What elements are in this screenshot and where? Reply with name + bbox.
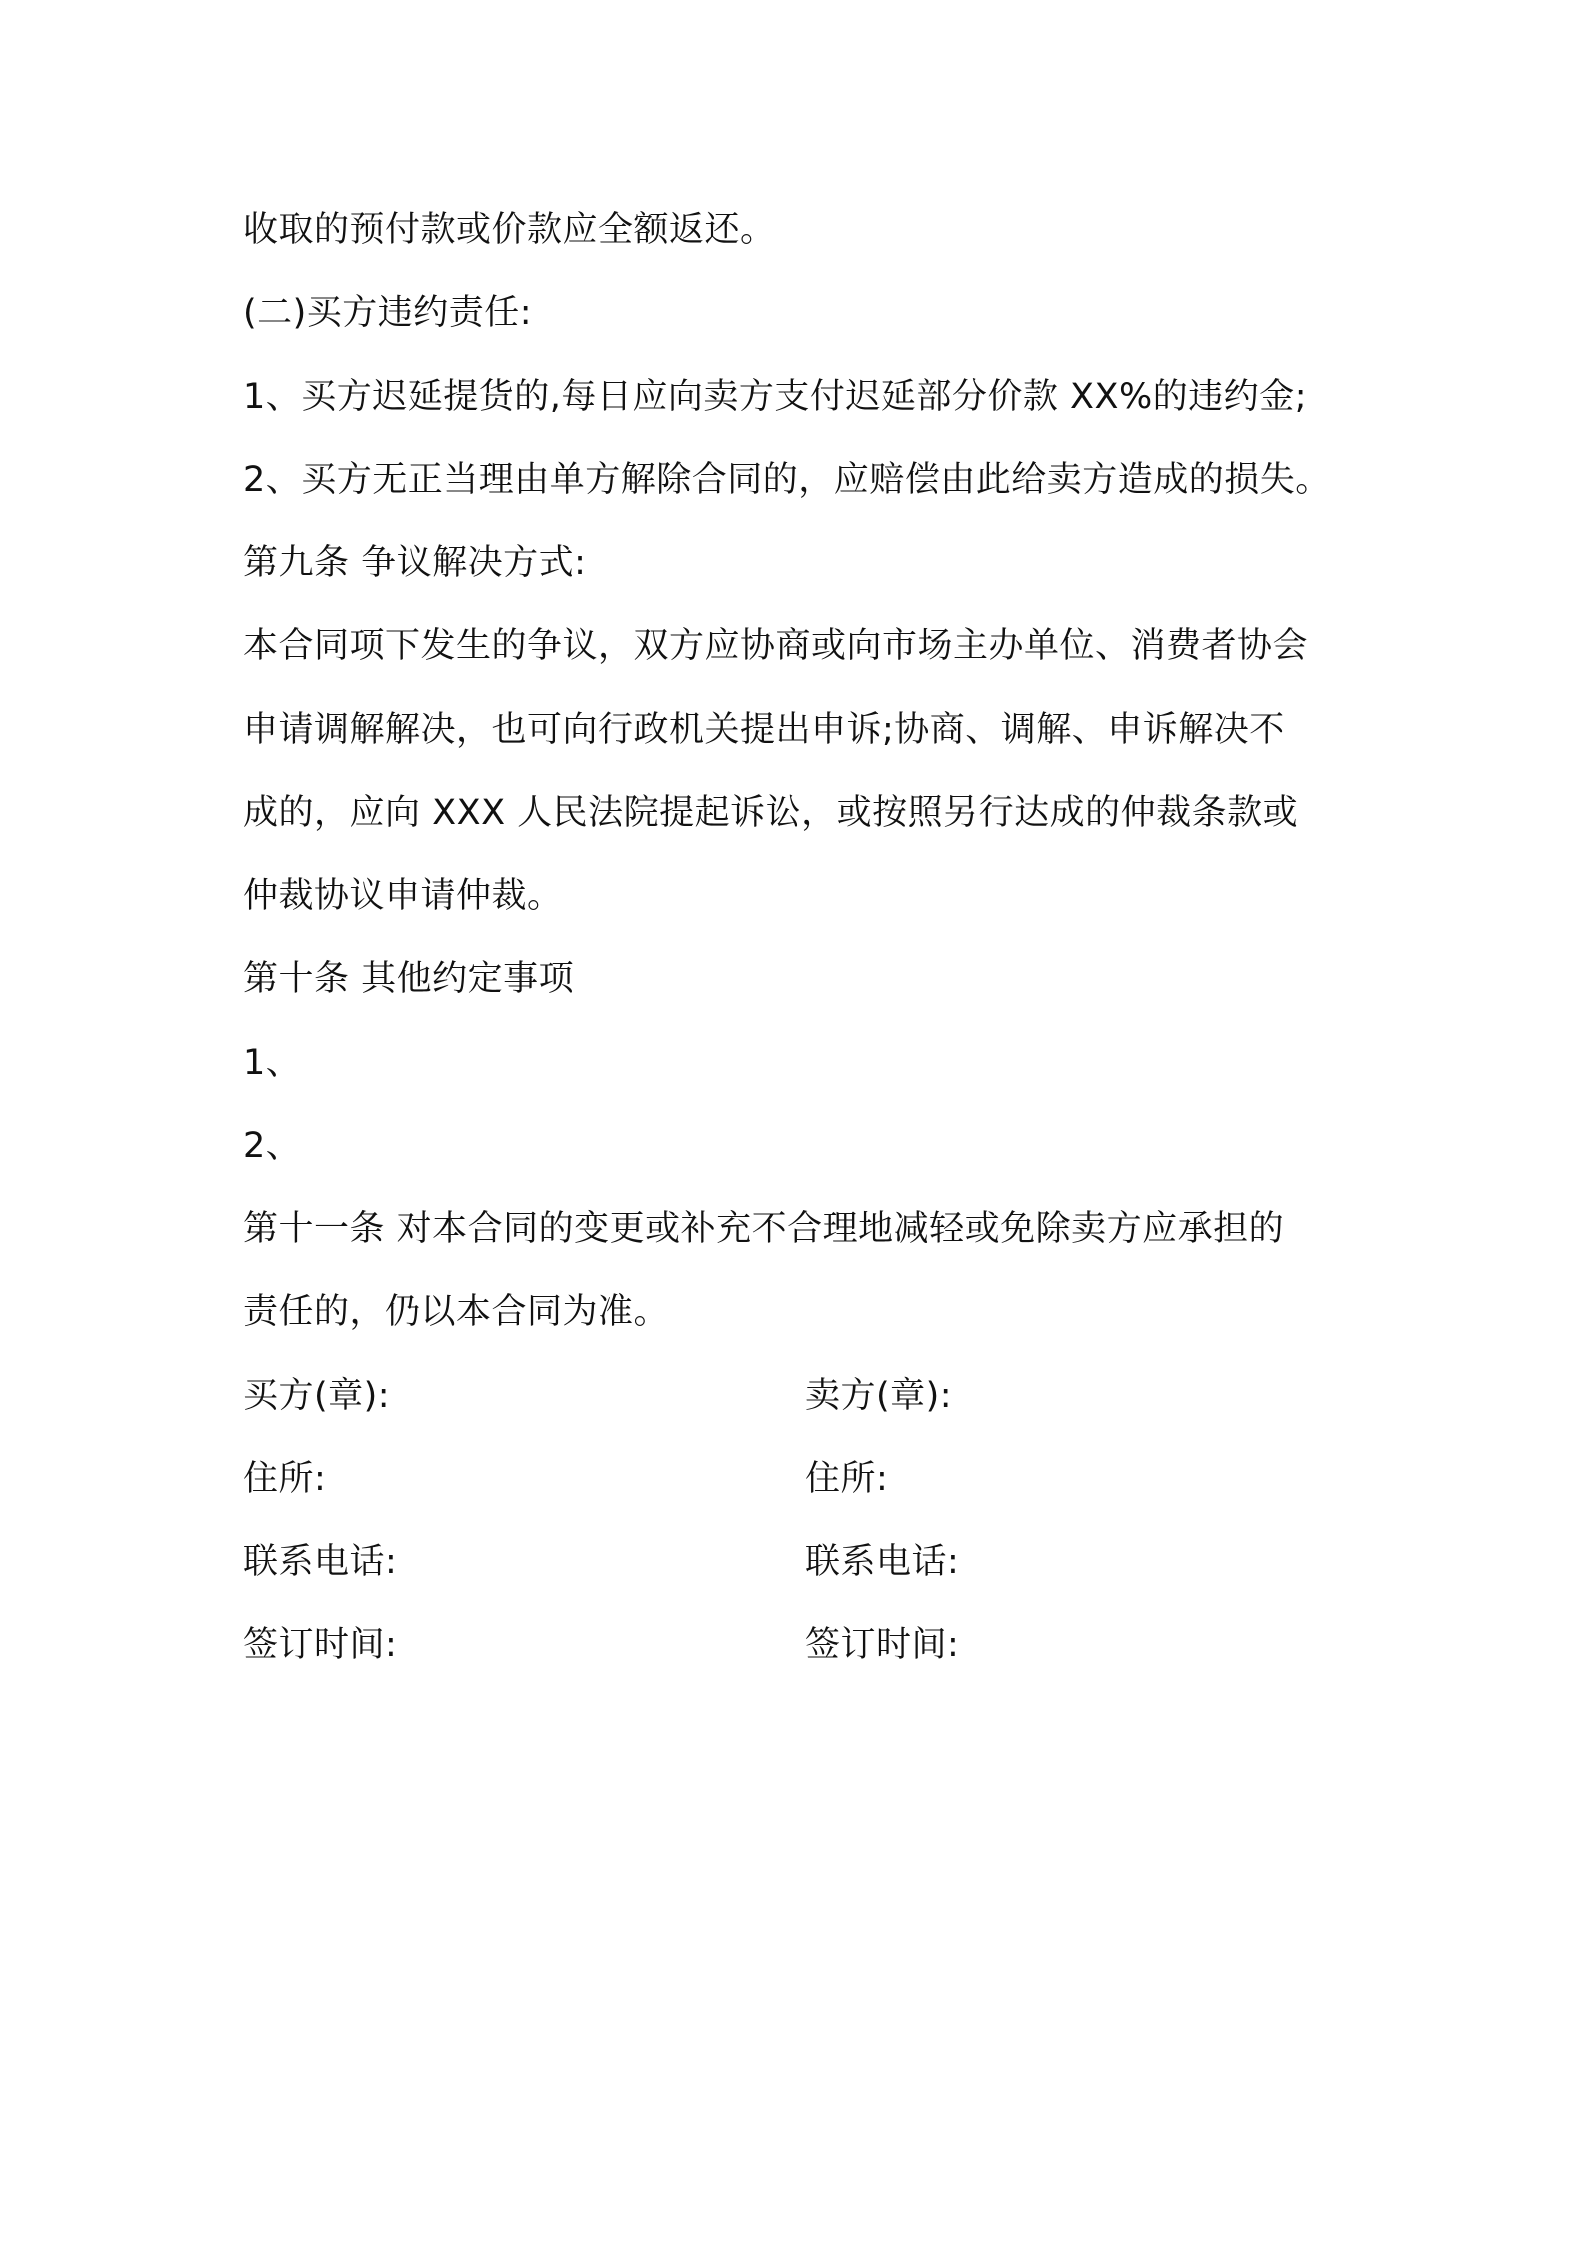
other-matters-item-1: 1、 (243, 1043, 302, 1083)
buyer-address-label: 住所: (243, 1459, 327, 1499)
article-10-heading: 第十条 其他约定事项 (243, 959, 575, 999)
buyer-seal-label: 买方(章): (243, 1376, 391, 1416)
buyer-liability-item-2: 2、买方无正当理由单方解除合同的，应赔偿由此给卖方造成的损失。 (243, 460, 1331, 500)
buyer-phone-label: 联系电话: (243, 1542, 398, 1582)
article-11-line-2: 责任的，仍以本合同为准。 (243, 1292, 670, 1332)
dispute-paragraph-line-3: 成的，应向 XXX 人民法院提起诉讼，或按照另行达成的仲裁条款或 (243, 793, 1299, 833)
dispute-paragraph-line-2: 申请调解解决，也可向行政机关提出申诉;协商、调解、申诉解决不 (243, 710, 1285, 750)
seller-date-label: 签订时间: (805, 1625, 960, 1665)
article-9-heading: 第九条 争议解决方式: (243, 543, 587, 583)
buyer-liability-heading: (二)买方违约责任: (243, 293, 533, 333)
seller-seal-label: 卖方(章): (805, 1376, 953, 1416)
buyer-date-label: 签订时间: (243, 1625, 398, 1665)
seller-phone-label: 联系电话: (805, 1542, 960, 1582)
dispute-paragraph-line-4: 仲裁协议申请仲裁。 (243, 876, 563, 916)
article-11-line-1: 第十一条 对本合同的变更或补充不合理地减轻或免除卖方应承担的 (243, 1209, 1285, 1249)
dispute-paragraph-line-1: 本合同项下发生的争议，双方应协商或向市场主办单位、消费者协会 (243, 626, 1309, 666)
seller-address-label: 住所: (805, 1459, 889, 1499)
refund-clause-continuation: 收取的预付款或价款应全额返还。 (243, 210, 776, 250)
other-matters-item-2: 2、 (243, 1126, 302, 1166)
buyer-liability-item-1: 1、买方迟延提货的,每日应向卖方支付迟延部分价款 XX%的违约金; (243, 377, 1308, 417)
